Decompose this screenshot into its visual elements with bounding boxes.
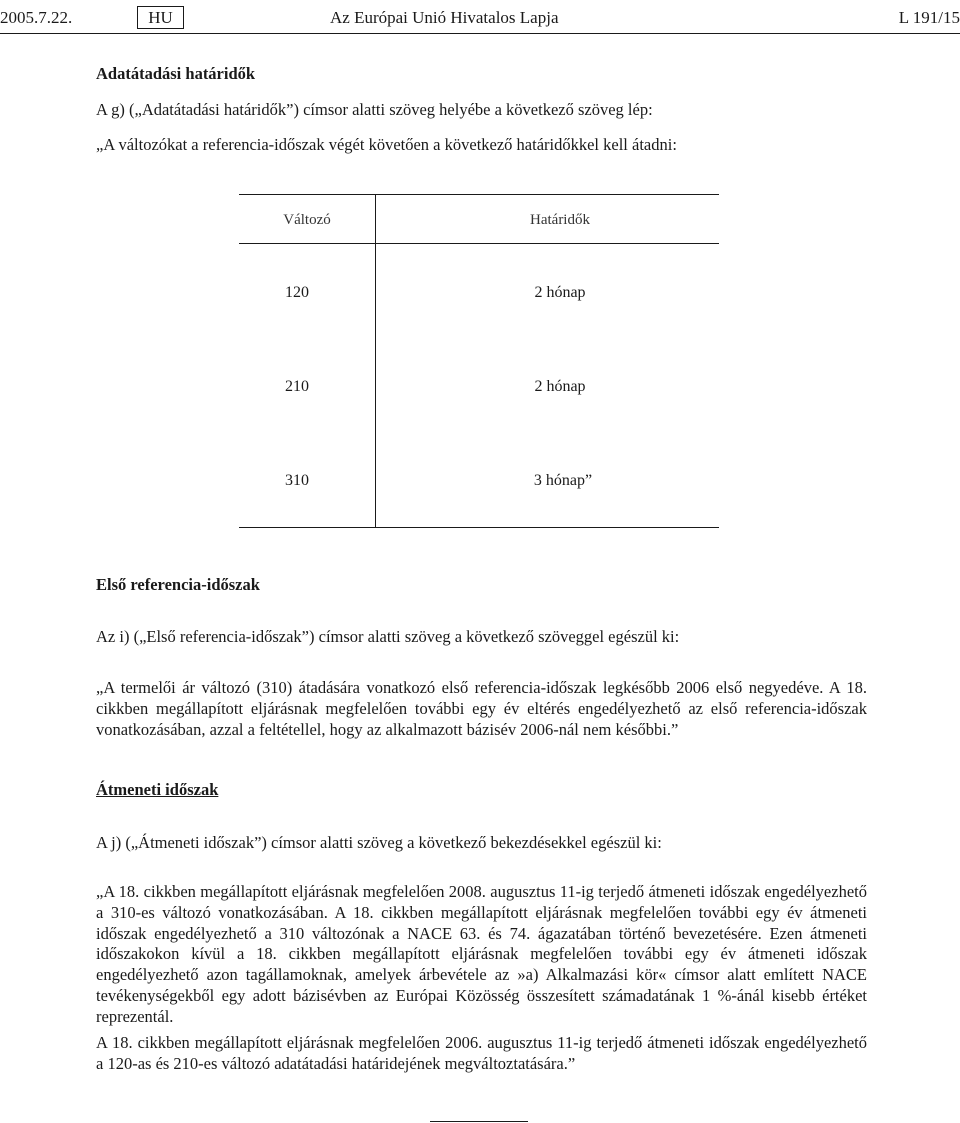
table-cell-variable: 120	[285, 284, 309, 301]
section-heading-transition: Átmeneti időszak	[96, 780, 219, 799]
table-cell-variable: 210	[285, 378, 309, 395]
table-top-rule	[239, 194, 719, 195]
table-cell-variable: 310	[285, 472, 309, 489]
table-header-deadlines: Határidők	[530, 212, 590, 228]
first-reference-paragraph: „A termelői ár változó (310) átadására vonatkozó első referencia-időszak legkésőbb 2006 első negyedéve. A 18. cikkben megállapított eljárásnak megfelelően további egy év eltérés engedélyezhető az első referencia-időszak vonatkozásában, azzal a feltétellel, hogy az alkalmazott bázisév 2006-nál nem későbbi.”	[96, 678, 867, 739]
header-rule	[0, 33, 960, 34]
table-cell-deadline: 2 hónap	[534, 284, 586, 301]
section-heading-first-reference: Első referencia-időszak	[96, 575, 260, 594]
publication-date: 2005.7.22.	[0, 8, 73, 27]
table-header-variable: Változó	[283, 212, 331, 228]
transition-paragraph-2: A 18. cikkben megállapított eljárásnak megfelelően 2006. augusztus 11-ig terjedő átmeneti időszak engedélyezhető a 120-as és 210-es változó adatátadási határidejének megváltoztatására.”	[96, 1033, 867, 1073]
journal-title: Az Európai Unió Hivatalos Lapja	[330, 8, 559, 27]
transition-paragraph-1: „A 18. cikkben megállapított eljárásnak megfelelően 2008. augusztus 11-ig terjedő átmeneti időszak engedélyezhető a 310-es változó vonatkozásában. A 18. cikkben megállapított eljárásnak megfelelően további egy év átmeneti időszak engedélyezhető a 310 változónak a NACE 63. és 74. ágazatában történő bevezetésére. Ezen átmeneti időszakokon kívül a 18. cikkben megállapított eljárásnak megfelelően további egy év átmeneti időszak engedélyezhető azon tagállamoknak, amelyek árbevétele az »a) Alkalmazási kör« címsor alatt említett NACE tevékenységekből egy adott bázisévben az Európai Közösség összesített számadatának 1 %-ánál kisebb értéket reprezentál.	[96, 882, 867, 1026]
section-intro-transition: A j) („Átmeneti időszak”) címsor alatti szöveg a következő bekezdésekkel egészül ki:	[96, 833, 662, 852]
section-intro-deadlines: A g) („Adatátadási határidők”) címsor alatti szöveg helyébe a következő szöveg lép:	[96, 100, 653, 119]
page-reference: L 191/15	[898, 8, 960, 27]
language-code-box: HU	[137, 6, 184, 29]
table-lead-text: „A változókat a referencia-időszak végét követően a következő határidőkkel kell átadni:	[96, 135, 677, 154]
table-bottom-rule	[239, 527, 719, 528]
table-header-rule	[239, 243, 719, 244]
section-intro-first-reference: Az i) („Első referencia-időszak”) címsor alatti szöveg a következő szöveggel egészül ki:	[96, 627, 680, 646]
section-heading-deadlines: Adatátadási határidők	[96, 64, 256, 83]
table-cell-deadline: 2 hónap	[534, 378, 586, 395]
table-cell-deadline: 3 hónap”	[533, 472, 593, 489]
footer-rule	[430, 1121, 528, 1122]
